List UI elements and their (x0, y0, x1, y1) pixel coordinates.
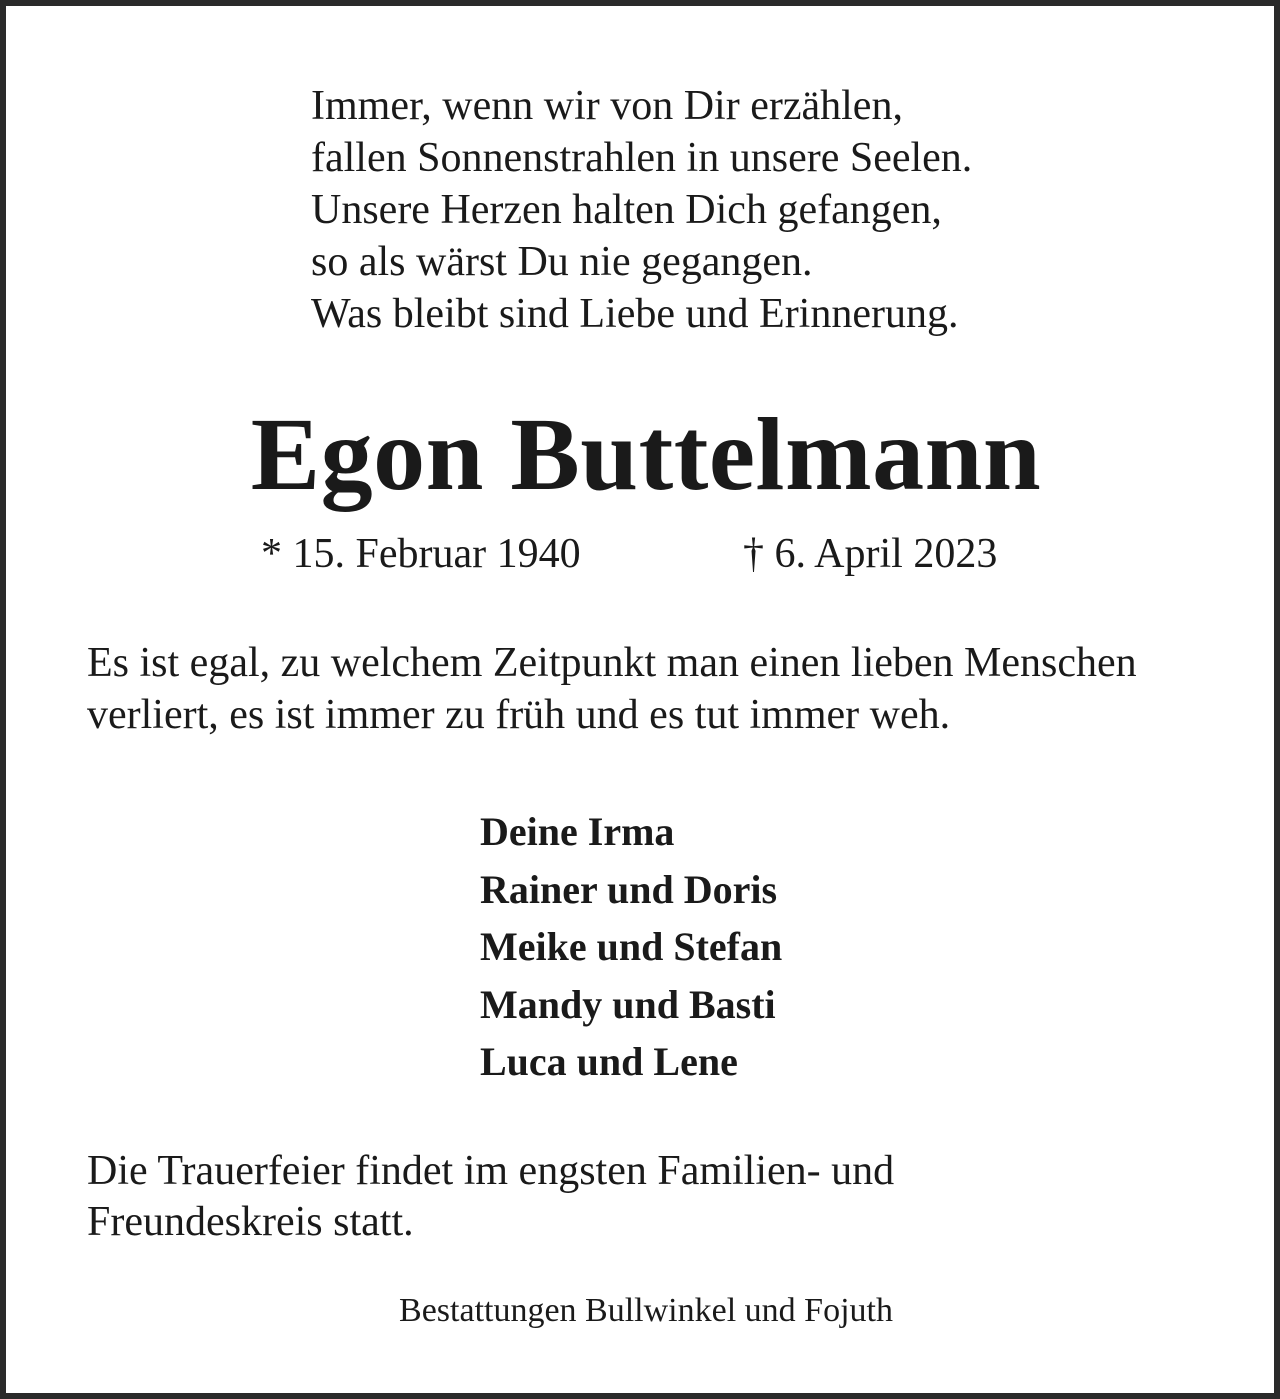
mourner-name: Meike und Stefan (480, 924, 783, 969)
quote (87, 637, 1227, 741)
birth-date: * 15. Februar 1940 (261, 531, 581, 577)
poem-line: fallen Sonnenstrahlen in unsere Seelen. (311, 135, 973, 181)
mourner-name: Luca und Lene (480, 1039, 738, 1084)
death-date: † 6. April 2023 (743, 531, 998, 577)
mourner-name: Rainer und Doris (480, 866, 778, 912)
poem-line: Was bleibt sind Liebe und Erinnerung. (311, 291, 959, 337)
ceremony-line: Freundeskreis statt. (87, 1199, 414, 1245)
quote-line: verliert, es ist immer zu früh und es tut immer weh. (87, 692, 951, 738)
ceremony-note (87, 1146, 894, 1248)
undertaker-name: Bestattungen Bullwinkel und Fojuth (399, 1292, 893, 1329)
ceremony-line: Die Trauerfeier findet im engsten Familien- und (87, 1148, 895, 1194)
poem-line: so als wärst Du nie gegangen. (311, 239, 813, 285)
poem-line: Immer, wenn wir von Dir erzählen, (311, 83, 903, 129)
poem (311, 80, 972, 340)
mourner-name: Deine Irma (480, 809, 675, 854)
poem-line: Unsere Herzen halten Dich gefangen, (311, 187, 942, 233)
mourner-name: Mandy und Basti (480, 981, 776, 1027)
quote-line: Es ist egal, zu welchem Zeitpunkt man einen lieben Menschen (87, 640, 1137, 686)
mourners-list (480, 803, 782, 1091)
deceased-name: Egon Buttelmann (250, 397, 1042, 512)
